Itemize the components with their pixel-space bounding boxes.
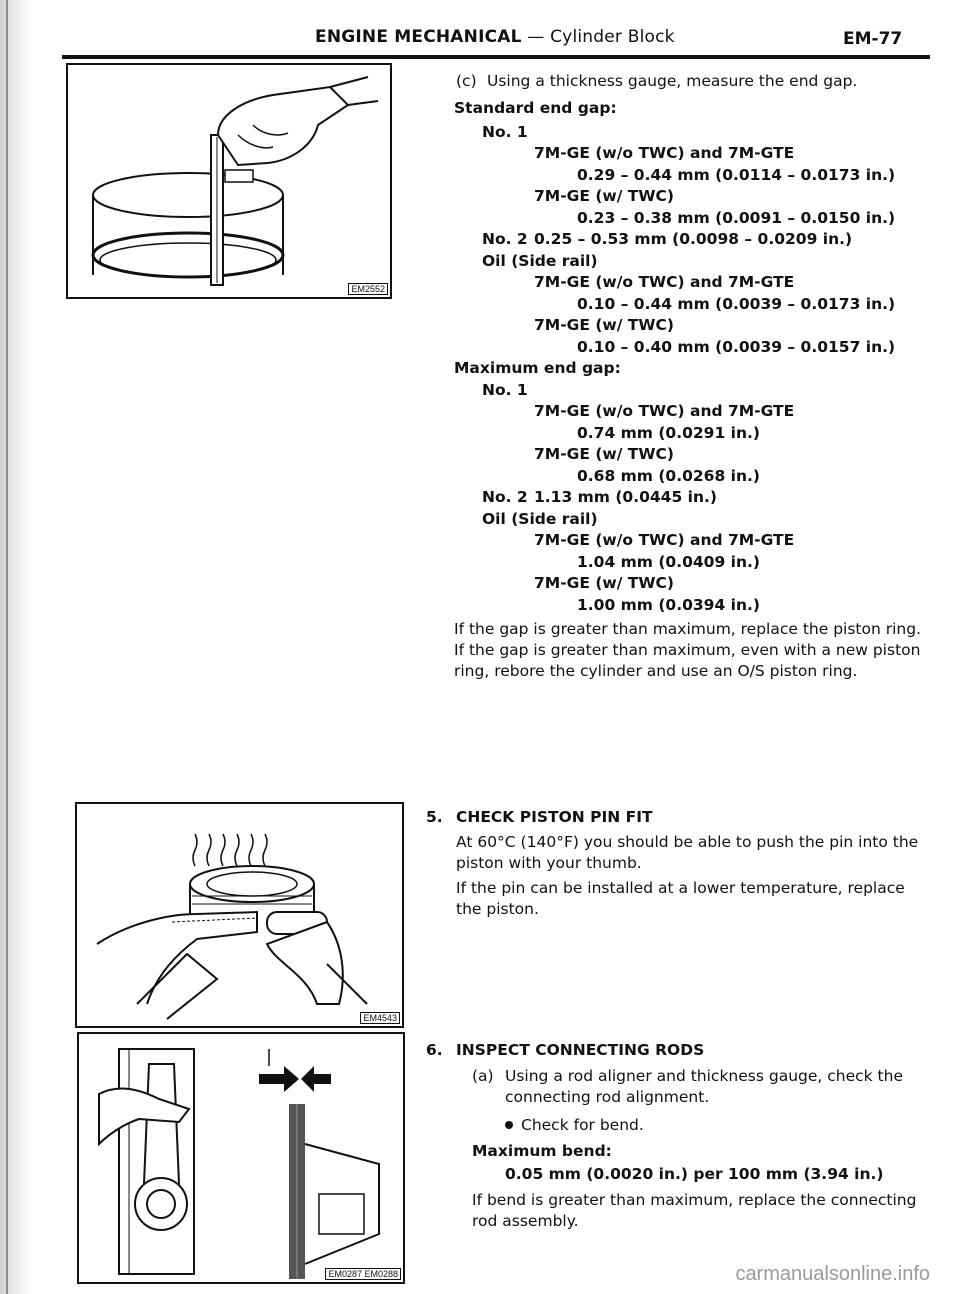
piston-pin-note: If the pin can be installed at a lower temperature, replace the piston. [456,879,905,918]
thickness-gauge-illustration [68,65,390,297]
check-bend-text: Check for bend. [521,1116,644,1134]
section-6-heading: INSPECT CONNECTING RODS [456,1041,705,1059]
piston-pin-instruction: At 60°C (140°F) you should be able to push the pin into the piston with your thumb. [456,833,919,872]
check-bend-item [505,1115,644,1135]
std-no1-wo-twc-value: 0.29 – 0.44 mm (0.0114 – 0.0173 in.) [577,166,896,184]
header-section: ENGINE MECHANICAL [315,27,522,47]
max-no1-w-twc-label: 7M-GE (w/ TWC) [534,445,674,463]
maximum-bend-value: 0.05 mm (0.0020 in.) per 100 mm (3.94 in.) [505,1165,884,1183]
header-separator: — [521,27,551,47]
maximum-bend-heading: Maximum bend: [472,1142,612,1160]
max-no2-value: 1.13 mm (0.0445 in.) [534,488,717,506]
section-6-number: 6. [426,1041,443,1059]
figure-rod-aligner [77,1032,405,1284]
max-no1-label: No. 1 [482,381,528,399]
footer-watermark: carmanualsonline.info [735,1263,930,1285]
step-c-label: (c) [456,72,477,90]
section-5-number: 5. [426,808,443,826]
binding-edge [6,0,8,1294]
piston-pin-illustration [77,804,402,1026]
max-no1-wo-twc-label: 7M-GE (w/o TWC) and 7M-GTE [534,402,795,420]
max-oil-w-twc-value: 1.00 mm (0.0394 in.) [577,596,760,614]
step-a-label: (a) [472,1067,494,1085]
figure-piston-pin [75,802,404,1028]
section-5-heading: CHECK PISTON PIN FIT [456,808,653,826]
header-rule [62,55,930,59]
rod-aligner-illustration [79,1034,403,1282]
std-no2-label: No. 2 [482,230,528,248]
rod-aligner-instruction: Using a rod aligner and thickness gauge, check the connecting rod alignment. [505,1067,903,1106]
std-oil-wo-twc-value: 0.10 – 0.44 mm (0.0039 – 0.0173 in.) [577,295,896,313]
standard-end-gap-heading: Standard end gap: [454,99,617,117]
max-oil-wo-twc-value: 1.04 mm (0.0409 in.) [577,553,760,571]
std-oil-wo-twc-label: 7M-GE (w/o TWC) and 7M-GTE [534,273,795,291]
std-oil-label: Oil (Side rail) [482,252,598,270]
step-c-instruction: Using a thickness gauge, measure the end gap. [487,72,858,90]
std-no1-w-twc-label: 7M-GE (w/ TWC) [534,187,674,205]
std-oil-w-twc-value: 0.10 – 0.40 mm (0.0039 – 0.0157 in.) [577,338,896,356]
figure-thickness-gauge [66,63,392,299]
max-no2-label: No. 2 [482,488,528,506]
maximum-end-gap-heading: Maximum end gap: [454,359,621,377]
page-header-title [315,27,675,47]
bullet-icon [505,1121,513,1129]
page-number: EM-77 [843,29,903,49]
max-no1-w-twc-value: 0.68 mm (0.0268 in.) [577,467,760,485]
std-oil-w-twc-label: 7M-GE (w/ TWC) [534,316,674,334]
std-no1-w-twc-value: 0.23 – 0.38 mm (0.0091 – 0.0150 in.) [577,209,896,227]
max-no1-wo-twc-value: 0.74 mm (0.0291 in.) [577,424,760,442]
end-gap-note: If the gap is greater than maximum, replace the piston ring. If the gap is greater than maximum, even with a new piston ring, rebore the cylinder and use an O/S piston ring. [454,620,922,680]
figure-code: EM4543 [360,1012,400,1024]
max-oil-w-twc-label: 7M-GE (w/ TWC) [534,574,674,592]
max-oil-wo-twc-label: 7M-GE (w/o TWC) and 7M-GTE [534,531,795,549]
header-subsection: Cylinder Block [550,27,675,47]
std-no2-value: 0.25 – 0.53 mm (0.0098 – 0.0209 in.) [534,230,853,248]
figure-code: EM0287 EM0288 [325,1268,401,1280]
max-oil-label: Oil (Side rail) [482,510,598,528]
bend-note: If bend is greater than maximum, replace the connecting rod assembly. [472,1191,917,1230]
std-no1-label: No. 1 [482,123,528,141]
std-no1-wo-twc-label: 7M-GE (w/o TWC) and 7M-GTE [534,144,795,162]
figure-code: EM2552 [348,283,388,295]
